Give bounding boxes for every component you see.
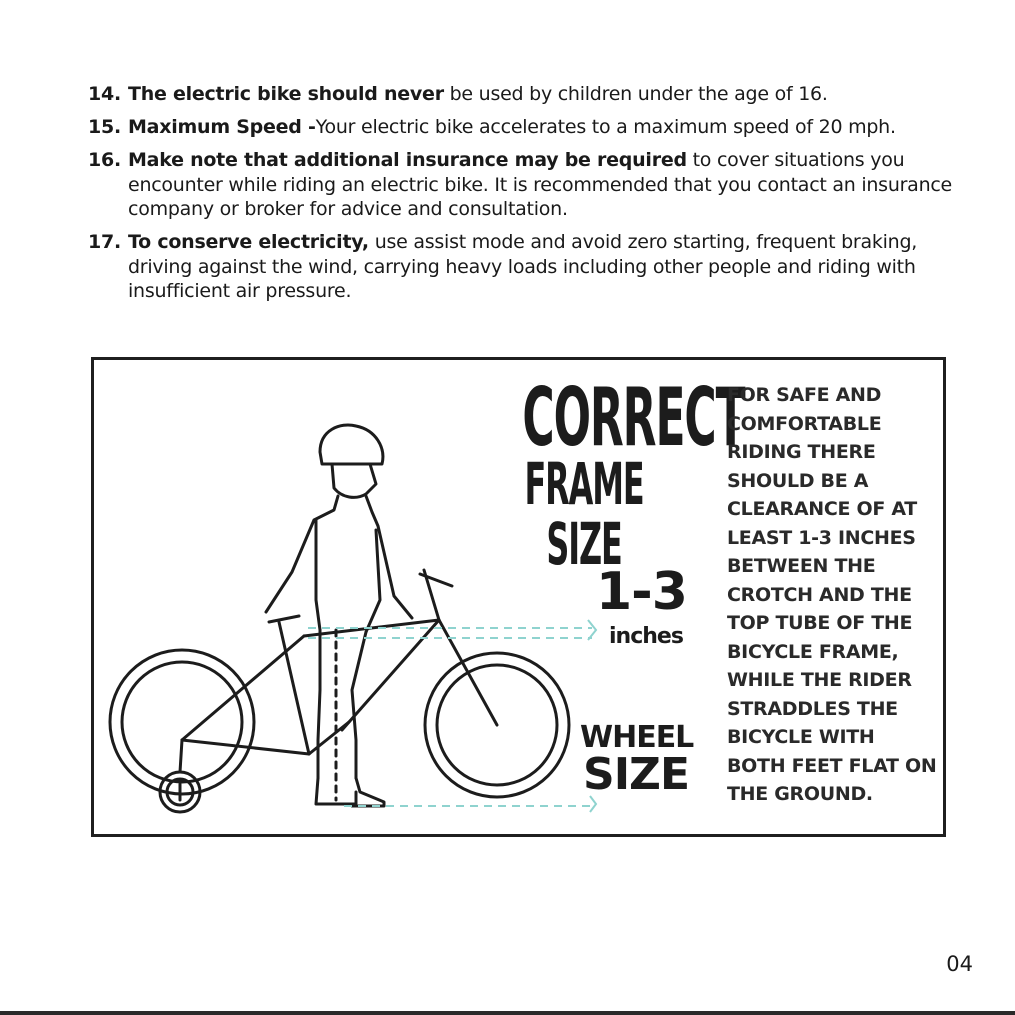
- rule-lead: Make note that additional insurance may be required: [128, 149, 687, 171]
- rule-number: 15.: [88, 116, 121, 138]
- rule-item-15: [88, 115, 978, 140]
- rule-item-17: [88, 230, 978, 304]
- rule-item-14: [88, 82, 978, 107]
- rule-number: 16.: [88, 149, 121, 171]
- rule-lead: The electric bike should never: [128, 83, 444, 105]
- frame-size-headline: [522, 371, 745, 578]
- clearance-unit: inches: [609, 624, 683, 649]
- clearance-guide-lines: [308, 620, 596, 812]
- rule-number: 14.: [88, 83, 121, 105]
- rule-lead: Maximum Speed -: [128, 116, 316, 138]
- wheel-size-label: SIZE: [583, 749, 690, 800]
- rule-item-16: [88, 148, 978, 222]
- wheel-label: WHEEL: [580, 720, 694, 755]
- headline-correct: CORRECT: [522, 371, 745, 464]
- safety-rules-list: [88, 82, 978, 312]
- rule-lead: To conserve electricity,: [128, 231, 369, 253]
- rule-number: 17.: [88, 231, 121, 253]
- rule-text: use assist mode and avoid zero starting, frequent braking, driving against the wind, carrying heavy loads including other people and riding with insufficient air pressure.: [128, 231, 918, 302]
- clearance-value: 1-3: [596, 562, 687, 622]
- page-bottom-rule: [0, 1011, 1015, 1015]
- rule-text: Your electric bike accelerates to a maximum speed of 20 mph.: [315, 116, 896, 138]
- rule-text: be used by children under the age of 16.: [443, 83, 828, 105]
- training-wheel-icon: [160, 772, 200, 812]
- headline-frame-size: FRAME SIZE: [524, 450, 644, 578]
- frame-size-figure: [91, 357, 946, 837]
- rule-text: to cover situations you encounter while riding an electric bike. It is recommended that you contact an insurance company or broker for advice and consultation.: [128, 149, 953, 220]
- rider-icon: [266, 425, 412, 806]
- clearance-note: FOR SAFE AND COMFORTABLE RIDING THERE SHOULD BE A CLEARANCE OF AT LEAST 1-3 INCHES BETWEEN THE CROTCH AND THE TOP TUBE OF THE BICYCLE FRAME, WHILE THE RIDER STRADDLES THE BICYCLE WITH BOTH FEET FLAT ON THE GROUND.: [727, 384, 937, 805]
- page-number: 04: [946, 952, 973, 976]
